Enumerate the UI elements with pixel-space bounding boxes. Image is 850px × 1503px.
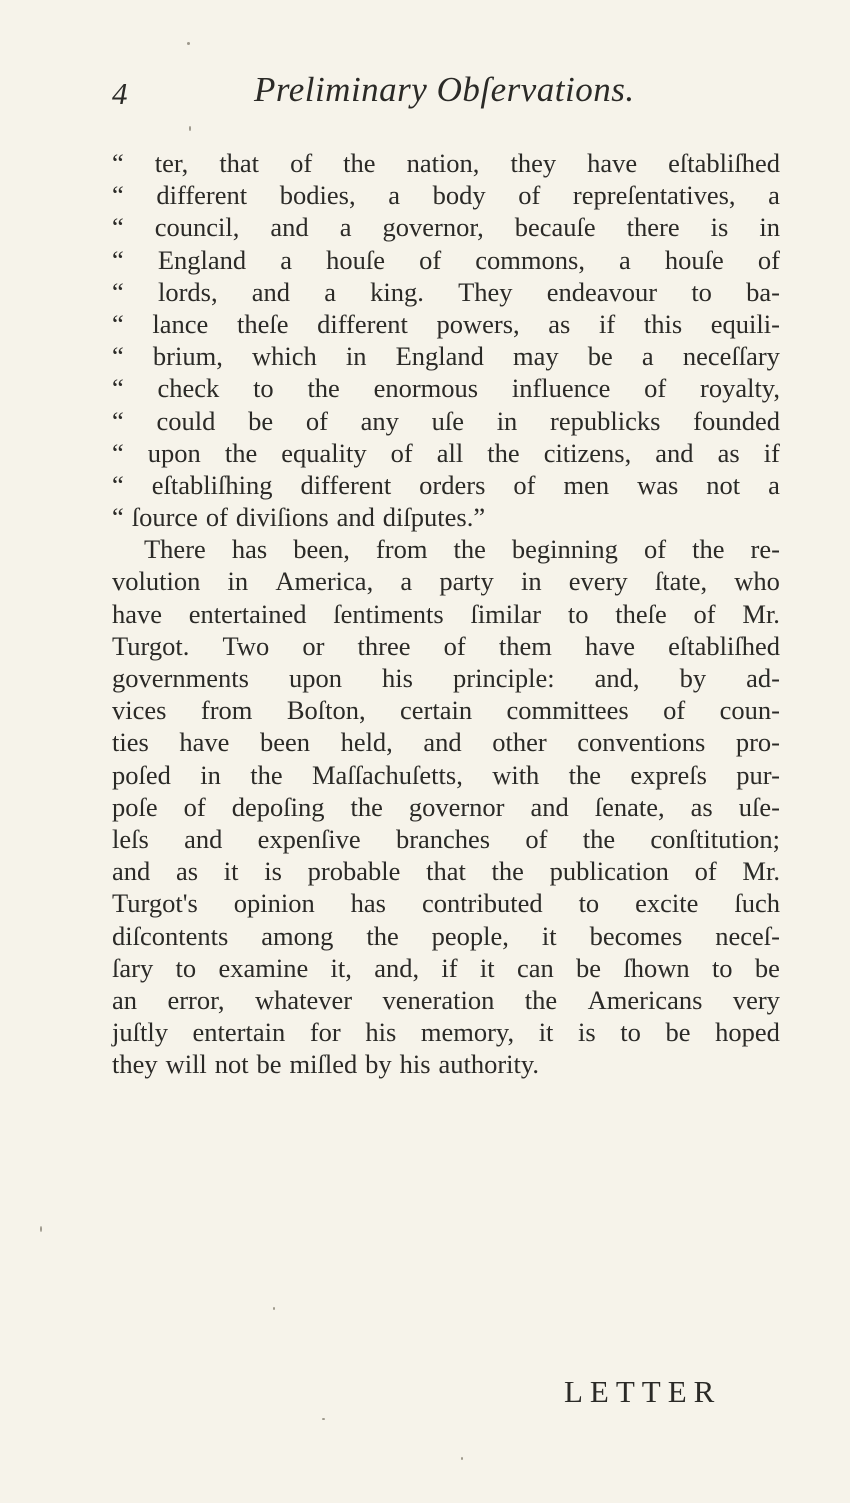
paragraph [112, 533, 780, 1080]
text-line: ties have been held, and other conventions pro- [112, 727, 780, 758]
text-line: diſcontents among the people, it becomes neceſ- [112, 920, 780, 951]
paper-speck [187, 42, 190, 45]
text-line: juſtly entertain for his memory, it is to be hoped [112, 1017, 780, 1048]
text-line: “ could be of any uſe in republicks founded [112, 405, 780, 436]
text-line: “ lords, and a king. They endeavour to ba- [112, 276, 780, 307]
paper-speck [322, 1418, 325, 1420]
text-line: Turgot's opinion has contributed to excite ſuch [112, 888, 780, 919]
text-line: “ ter, that of the nation, they have eſtabliſhed [112, 148, 780, 178]
text-line: “ upon the equality of all the citizens, and as if [112, 437, 780, 468]
text-line: poſe of depoſing the governor and ſenate, as uſe- [112, 791, 780, 822]
catchword: LETTER [564, 1374, 722, 1409]
page-number: 4 [112, 76, 128, 111]
text-line: have entertained ſentiments ſimilar to theſe of Mr. [112, 598, 780, 629]
paper-speck [40, 1226, 42, 1232]
paper-speck [189, 126, 191, 131]
text-line: volution in America, a party in every ſtate, who [112, 566, 780, 597]
running-title: Preliminary Obſervations. [254, 70, 635, 109]
paragraph [112, 147, 780, 533]
text-line: they will not be miſled by his authority. [112, 1049, 540, 1080]
body-text [112, 147, 780, 1080]
text-line: There has been, from the beginning of the re- [144, 534, 780, 565]
text-line: “ different bodies, a body of repreſentatives, a [112, 180, 780, 211]
text-line: governments upon his principle: and, by ad- [112, 663, 780, 693]
paper-speck [461, 1457, 463, 1460]
text-line: leſs and expenſive branches of the conſtitution; [112, 823, 780, 854]
text-line: an error, whatever veneration the Americans very [112, 984, 780, 1015]
paper-speck [273, 1307, 275, 1310]
text-line: “ council, and a governor, becauſe there is in [112, 212, 780, 243]
text-line: “ ſource of diviſions and diſputes.” [112, 502, 486, 533]
text-line: and as it is probable that the publication of Mr. [112, 856, 780, 887]
text-line: “ lance theſe different powers, as if this equili- [112, 308, 780, 339]
text-line: “ England a houſe of commons, a houſe of [112, 244, 780, 275]
text-line: “ eſtabliſhing different orders of men was not a [112, 469, 780, 500]
text-line: Turgot. Two or three of them have eſtabliſhed [112, 630, 780, 661]
text-line: vices from Boſton, certain committees of coun- [112, 695, 780, 726]
text-line: “ brium, which in England may be a neceſſary [112, 341, 780, 372]
page-header [112, 70, 732, 120]
text-line: poſed in the Maſſachuſetts, with the expreſs pur- [112, 759, 780, 790]
text-line: “ check to the enormous influence of royalty, [112, 373, 780, 404]
text-line: ſary to examine it, and, if it can be ſhown to be [112, 952, 780, 983]
